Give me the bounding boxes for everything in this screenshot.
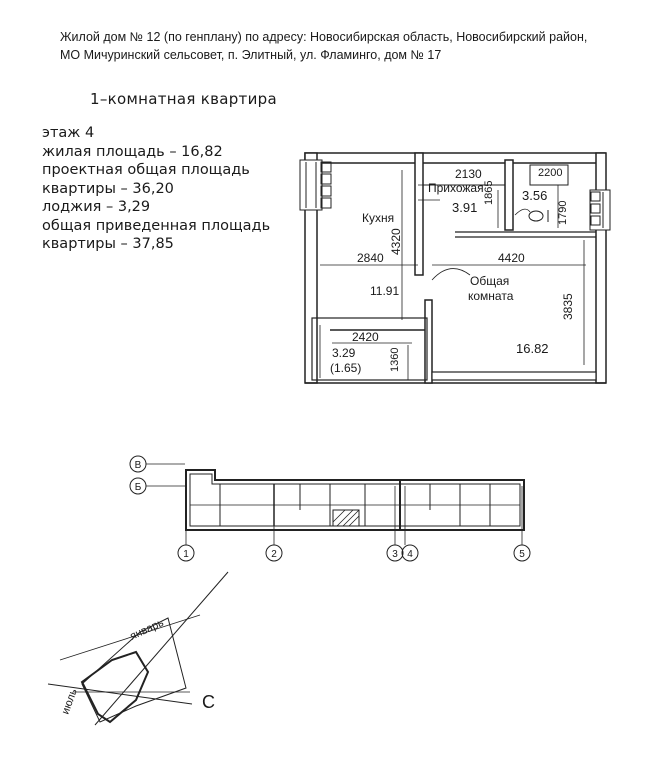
address-line-1: Жилой дом № 12 (по генплану) по адресу: Новосибирская область, Новосибирский район, <box>60 30 588 44</box>
loggia-area: 3.29 <box>332 346 356 360</box>
kitchen-length: 4320 <box>389 228 403 255</box>
room-width: 4420 <box>498 251 525 265</box>
north-label: С <box>202 692 215 712</box>
bath-length: 1790 <box>557 200 569 225</box>
kitchen-area: 11.91 <box>370 284 400 298</box>
floor-text: этаж 4 <box>42 125 95 141</box>
room-label-1: Общая <box>470 274 510 288</box>
january-label: январь <box>128 616 166 643</box>
building-section <box>130 456 530 561</box>
kitchen-label: Кухня <box>362 211 395 225</box>
hallway-width: 2130 <box>455 167 482 181</box>
axis-label-3: 3 <box>392 549 398 560</box>
bath-width: 2200 <box>538 167 563 179</box>
room-window <box>590 190 610 230</box>
hallway-label: Прихожая <box>428 181 484 195</box>
loggia-reduced-area: (1.65) <box>330 361 362 375</box>
axis-label-5: 5 <box>519 549 525 560</box>
axis-label-1: 1 <box>183 549 189 560</box>
axis-label-2: 2 <box>271 549 277 560</box>
address-line-2: МО Мичуринский сельсовет, п. Элитный, ул. Фламинго, дом № 17 <box>60 48 442 62</box>
room-label-2: комната <box>468 289 514 303</box>
reduced-total-label: общая приведенная площадь <box>42 217 271 234</box>
room-area: 16.82 <box>516 341 549 356</box>
july-label: июль <box>59 687 80 717</box>
hallway-area: 3.91 <box>452 200 478 215</box>
room-length: 3835 <box>561 293 575 320</box>
living-area-text: жилая площадь – 16,82 <box>42 143 223 160</box>
axis-label-b: Б <box>134 482 142 493</box>
reduced-total-value: квартиры – 37,85 <box>42 236 174 252</box>
wind-rose-labels <box>60 617 215 716</box>
loggia-width: 2420 <box>352 330 379 344</box>
kitchen-window <box>300 160 331 210</box>
axis-label-v: В <box>134 460 142 471</box>
kitchen-width: 2840 <box>357 251 384 265</box>
hallway-length: 1865 <box>483 180 495 205</box>
highlighted-apartment <box>333 510 359 526</box>
apartment-title: 1–комнатная квартира <box>90 90 277 108</box>
bath-area: 3.56 <box>522 188 548 203</box>
axis-label-4: 4 <box>407 549 413 560</box>
loggia-length: 1360 <box>389 347 401 372</box>
plan-labels <box>330 167 575 375</box>
projected-total-value: квартиры – 36,20 <box>42 180 174 197</box>
projected-total-label: проектная общая площадь <box>42 162 250 178</box>
loggia-text: лоджия – 3,29 <box>42 199 151 215</box>
